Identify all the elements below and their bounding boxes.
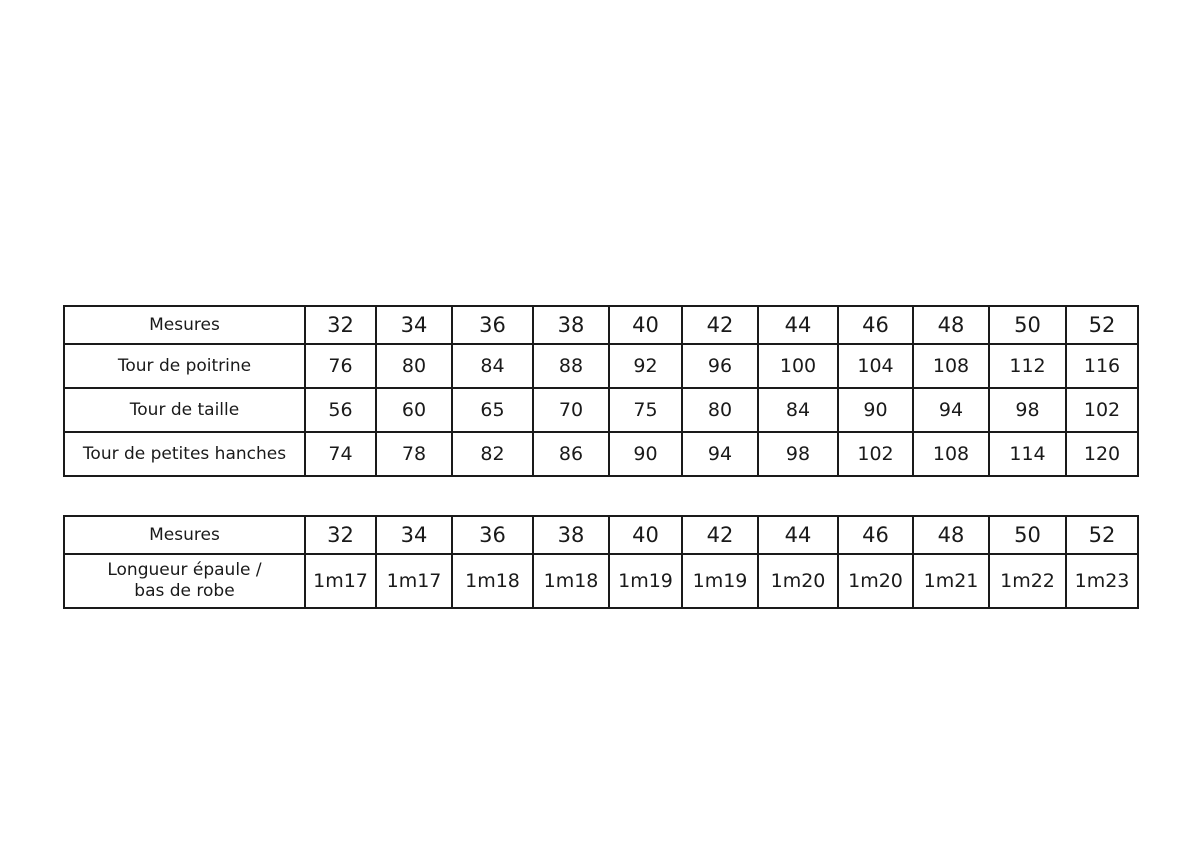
table-header-row [64, 306, 1138, 344]
row-label-cell: Tour de taille [64, 388, 305, 432]
value-cell: 100 [758, 344, 838, 388]
header-label-cell: Mesures [64, 306, 305, 344]
value-cell: 1m19 [682, 554, 758, 608]
row-label-line: Longueur épaule / [107, 560, 262, 580]
value-cell: 108 [913, 344, 989, 388]
value-cell: 94 [682, 432, 758, 476]
value-cell: 88 [533, 344, 609, 388]
size-cell: 46 [838, 516, 913, 554]
value-cell: 60 [376, 388, 452, 432]
value-cell: 92 [609, 344, 682, 388]
table-row [64, 554, 1138, 608]
size-cell: 44 [758, 516, 838, 554]
value-cell: 108 [913, 432, 989, 476]
size-cell: 38 [533, 516, 609, 554]
value-cell: 56 [305, 388, 376, 432]
value-cell: 102 [838, 432, 913, 476]
size-cell: 48 [913, 516, 989, 554]
value-cell: 1m21 [913, 554, 989, 608]
size-cell: 42 [682, 516, 758, 554]
size-cell: 46 [838, 306, 913, 344]
value-cell: 65 [452, 388, 533, 432]
value-cell: 102 [1066, 388, 1138, 432]
value-cell: 98 [758, 432, 838, 476]
value-cell: 112 [989, 344, 1066, 388]
value-cell: 1m18 [533, 554, 609, 608]
size-cell: 50 [989, 516, 1066, 554]
value-cell: 1m18 [452, 554, 533, 608]
value-cell: 84 [758, 388, 838, 432]
size-cell: 40 [609, 306, 682, 344]
value-cell: 70 [533, 388, 609, 432]
value-cell: 82 [452, 432, 533, 476]
size-cell: 34 [376, 516, 452, 554]
size-cell: 52 [1066, 306, 1138, 344]
row-label-line: bas de robe [134, 581, 235, 601]
row-label-cell: Tour de poitrine [64, 344, 305, 388]
value-cell: 1m22 [989, 554, 1066, 608]
value-cell: 94 [913, 388, 989, 432]
value-cell: 86 [533, 432, 609, 476]
table-row [64, 388, 1138, 432]
size-cell: 34 [376, 306, 452, 344]
size-cell: 38 [533, 306, 609, 344]
header-label-cell: Mesures [64, 516, 305, 554]
value-cell: 74 [305, 432, 376, 476]
size-cell: 48 [913, 306, 989, 344]
value-cell: 80 [682, 388, 758, 432]
measurements-table [63, 305, 1139, 477]
size-cell: 44 [758, 306, 838, 344]
value-cell: 116 [1066, 344, 1138, 388]
value-cell: 80 [376, 344, 452, 388]
size-cell: 50 [989, 306, 1066, 344]
value-cell: 78 [376, 432, 452, 476]
value-cell: 96 [682, 344, 758, 388]
value-cell: 90 [609, 432, 682, 476]
value-cell: 1m23 [1066, 554, 1138, 608]
value-cell: 90 [838, 388, 913, 432]
value-cell: 1m20 [838, 554, 913, 608]
size-cell: 32 [305, 306, 376, 344]
value-cell: 114 [989, 432, 1066, 476]
table-header-row [64, 516, 1138, 554]
value-cell: 98 [989, 388, 1066, 432]
value-cell: 76 [305, 344, 376, 388]
size-cell: 36 [452, 516, 533, 554]
row-label-cell [64, 554, 305, 608]
value-cell: 120 [1066, 432, 1138, 476]
value-cell: 1m20 [758, 554, 838, 608]
value-cell: 104 [838, 344, 913, 388]
value-cell: 1m19 [609, 554, 682, 608]
length-table-body [64, 516, 1138, 608]
value-cell: 1m17 [305, 554, 376, 608]
value-cell: 75 [609, 388, 682, 432]
table-row [64, 432, 1138, 476]
value-cell: 1m17 [376, 554, 452, 608]
row-label-cell: Tour de petites hanches [64, 432, 305, 476]
table-row [64, 344, 1138, 388]
measurements-table-body [64, 306, 1138, 476]
length-table [63, 515, 1139, 609]
value-cell: 84 [452, 344, 533, 388]
size-cell: 36 [452, 306, 533, 344]
size-cell: 42 [682, 306, 758, 344]
size-cell: 52 [1066, 516, 1138, 554]
size-cell: 32 [305, 516, 376, 554]
size-cell: 40 [609, 516, 682, 554]
